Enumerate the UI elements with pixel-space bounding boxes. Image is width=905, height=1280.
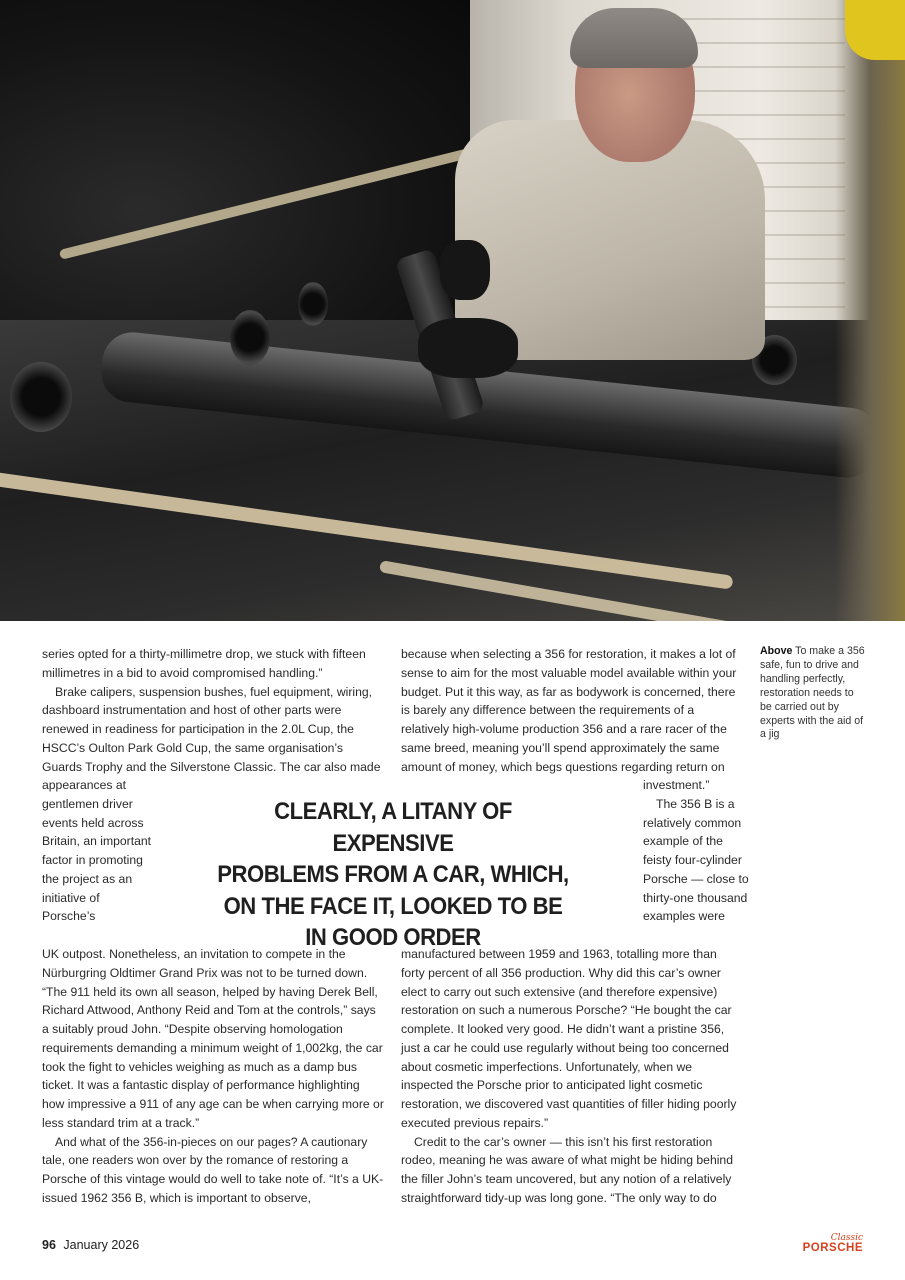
pull-quote	[214, 796, 573, 954]
paragraph: The 356 B is a relatively common example of the feisty four-cylinder Porsche — close to thirty-one thousand examples were	[643, 796, 749, 924]
glove-left	[418, 318, 518, 378]
pull-quote-line: CLEARLY, A LITANY OF EXPENSIVE	[274, 798, 512, 857]
paragraph: UK outpost. Nonetheless, an invitation to compete in the Nürburgring Oldtimer Grand Prix was not to be turned down. “The 911 held its own all season, helped by having Derek Bell, Richard Attwood, Anthony Reid and Tom at the controls,” says a suitably proud John. “Despite observing homologation requirements demanding a minimum weight of 1,002kg, the car took the fight to vehicles weighing as much as a damp bus ticket. It was a fantastic display of performance highlighting how impressive a 911 of any age can be when carrying more or less standard trim at a track.”	[42, 947, 384, 1130]
yellow-object	[845, 0, 905, 60]
hero-photo	[0, 0, 905, 621]
logo-classic: Classic	[830, 1233, 863, 1243]
paragraph: Brake calipers, suspension bushes, fuel equipment, wiring, dashboard instrumentation and host of other parts were renewed in readiness for participation in the 2.0L Cup, the HSCC’s Oulton Park Gold Cup, the same organisation’s Guards Trophy and the Silverstone Classic. The car also made	[42, 684, 381, 774]
page-folio	[42, 1238, 139, 1252]
body-hole	[230, 310, 270, 365]
caption-text: To make a 356 safe, fun to drive and handling perfectly, restoration needs to be carried out by experts with the aid of a jig	[760, 645, 865, 741]
paragraph: appearances at gentlemen driver events held across Britain, an important factor in promoting the project as an initiative of Porsche’s	[42, 778, 152, 924]
paragraph: investment.”	[643, 778, 710, 792]
left-column-top	[42, 645, 384, 776]
issue-date: January 2026	[63, 1238, 140, 1252]
middle-column-bottom	[401, 945, 743, 1208]
middle-column-top	[401, 645, 743, 776]
middle-column-wrap	[643, 776, 753, 926]
foreground-blur	[835, 0, 905, 621]
left-column-bottom	[42, 945, 384, 1208]
paragraph: manufactured between 1959 and 1963, totalling more than forty percent of all 356 production. Why did this car’s owner elect to carry out such extensive (and therefore expensive) restoration on such a numerous Porsche? “He bought the car complete. It looked very good. He didn’t want a pristine 356, just a car he could use regularly without being too concerned about cosmetic imperfections. Unfortunately, when we inspected the Porsche prior to anticipated light cosmetic restoration, we discovered vast quantities of filler hiding poorly executed previous repairs.”	[401, 947, 737, 1130]
caption-label: Above	[760, 645, 793, 657]
pull-quote-line: PROBLEMS FROM A CAR, WHICH,	[217, 861, 569, 888]
paragraph: Credit to the car’s owner — this isn’t his first restoration rodeo, meaning he was aware of what might be hiding behind the filler John’s team uncovered, but any notion of a relatively straightforward tidy-up was long gone. “The only way to do	[401, 1134, 733, 1205]
magazine-logo	[803, 1234, 863, 1254]
left-column-wrap	[42, 776, 152, 926]
mechanic-hair	[570, 8, 698, 68]
page-number: 96	[42, 1238, 56, 1252]
paragraph: series opted for a thirty-millimetre drop, we stuck with fifteen millimetres in a bid to avoid compromised handling.”	[42, 647, 366, 680]
body-hole	[10, 362, 72, 432]
paragraph: And what of the 356-in-pieces on our pages? A cautionary tale, one readers won over by the romance of restoring a Porsche of this vintage would do well to take note of. “It’s a UK-issued 1962 356 B, which is important to observe,	[42, 1134, 384, 1205]
pull-quote-line: ON THE FACE IT, LOOKED TO BE	[223, 892, 563, 920]
body-hole	[298, 282, 328, 326]
glove-right	[440, 240, 490, 300]
paragraph: because when selecting a 356 for restoration, it makes a lot of sense to aim for the most valuable model available within your budget. Put it this way, as far as bodywork is concerned, there is barely any difference between the requirements of a relatively high-volume production 356 and a rare racer of the same breed, meaning you’ll spend approximately the same amount of money, which begs questions regarding return on	[401, 647, 737, 774]
pull-quote-line: IN GOOD ORDER	[305, 924, 481, 951]
logo-porsche: PORSCHE	[802, 1242, 863, 1254]
photo-caption	[760, 645, 865, 742]
